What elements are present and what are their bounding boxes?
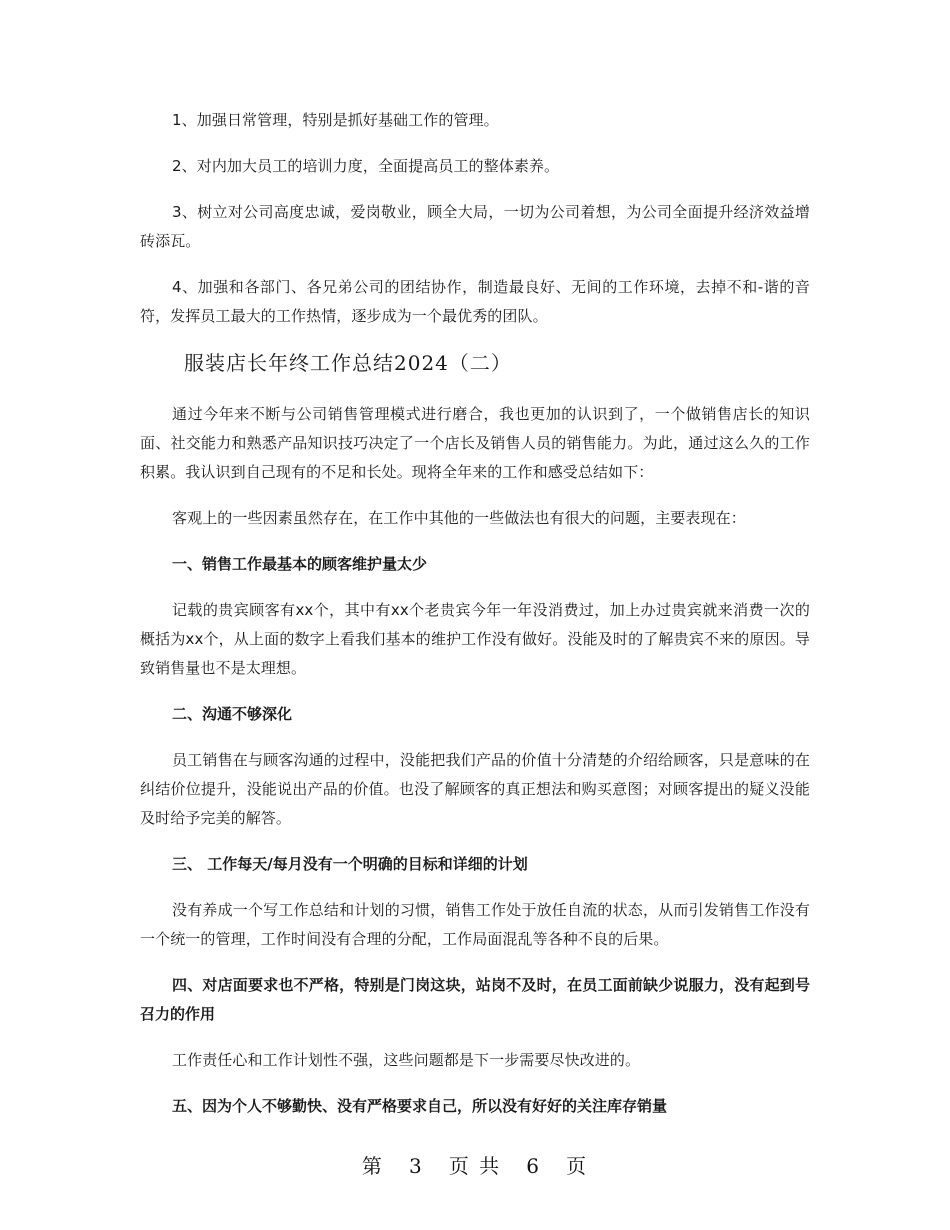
paragraph-1: 1、加强日常管理，特别是抓好基础工作的管理。 (172, 111, 499, 129)
heading-2: 二、沟通不够深化 (172, 705, 293, 723)
page-footer (0, 1150, 950, 1179)
heading-3: 三、 工作每天/每月没有一个明确的目标和详细的计划 (172, 855, 528, 873)
paragraph-heading-3: 没有养成一个写工作总结和计划的习惯，销售工作处于放任自流的状态，从而引发销售工作没有一个统一的管理，工作时间没有合理的分配，工作局面混乱等各种不良的后果。 (140, 901, 810, 948)
paragraph-heading-2: 员工销售在与顾客沟通的过程中，没能把我们产品的价值十分清楚的介绍给顾客，只是意味的在纠结价位提升，没能说出产品的价值。也没了解顾客的真正想法和购买意图；对顾客提出的疑义没能及时给予完美的解答。 (140, 751, 810, 827)
footer-total-pages: 6 (526, 1154, 541, 1178)
paragraph-heading-4: 工作责任心和工作计划性不强，这些问题都是下一步需要尽快改进的。 (172, 1051, 641, 1069)
footer-middle: 页 共 (448, 1154, 502, 1178)
paragraph-intro: 通过今年来不断与公司销售管理模式进行磨合，我也更加的认识到了，一个做销售店长的知识面、社交能力和熟悉产品知识技巧决定了一个店长及销售人员的销售能力。为此，通过这么久的工作积累。我认识到自己现有的不足和长处。现将全年来的工作和感受总结如下： (140, 405, 810, 481)
heading-1: 一、销售工作最基本的顾客维护量太少 (172, 555, 428, 573)
footer-suffix: 页 (566, 1154, 589, 1178)
document-body (140, 106, 810, 1138)
footer-prefix: 第 (361, 1154, 384, 1178)
paragraph-2: 2、对内加大员工的培训力度，全面提高员工的整体素养。 (172, 157, 560, 175)
heading-4: 四、对店面要求也不严格，特别是门岗这块，站岗不及时，在员工面前缺少说服力，没有起到号召力的作用 (140, 976, 810, 1023)
paragraph-problems: 客观上的一些因素虽然存在，在工作中其他的一些做法也有很大的问题，主要表现在： (172, 509, 746, 527)
paragraph-heading-1: 记载的贵宾顾客有xx个，其中有xx个老贵宾今年一年没消费过，加上办过贵宾就来消费一次的概括为xx个，从上面的数字上看我们基本的维护工作没有做好。没能及时的了解贵宾不来的原因。导致销售量也不是太理想。 (140, 601, 810, 677)
paragraph-4: 4、加强和各部门、各兄弟公司的团结协作，制造最良好、无间的工作环境，去掉不和-谐的音符，发挥员工最大的工作热情，逐步成为一个最优秀的团队。 (140, 278, 810, 325)
heading-5: 五、因为个人不够勤快、没有严格要求自己，所以没有好好的关注库存销量 (172, 1097, 668, 1115)
section-title: 服装店长年终工作总结2024（二） (184, 351, 512, 375)
footer-current-page: 3 (409, 1154, 424, 1178)
paragraph-3: 3、树立对公司高度忠诚，爱岗敬业，顾全大局，一切为公司着想，为公司全面提升经济效益增砖添瓦。 (140, 203, 810, 250)
